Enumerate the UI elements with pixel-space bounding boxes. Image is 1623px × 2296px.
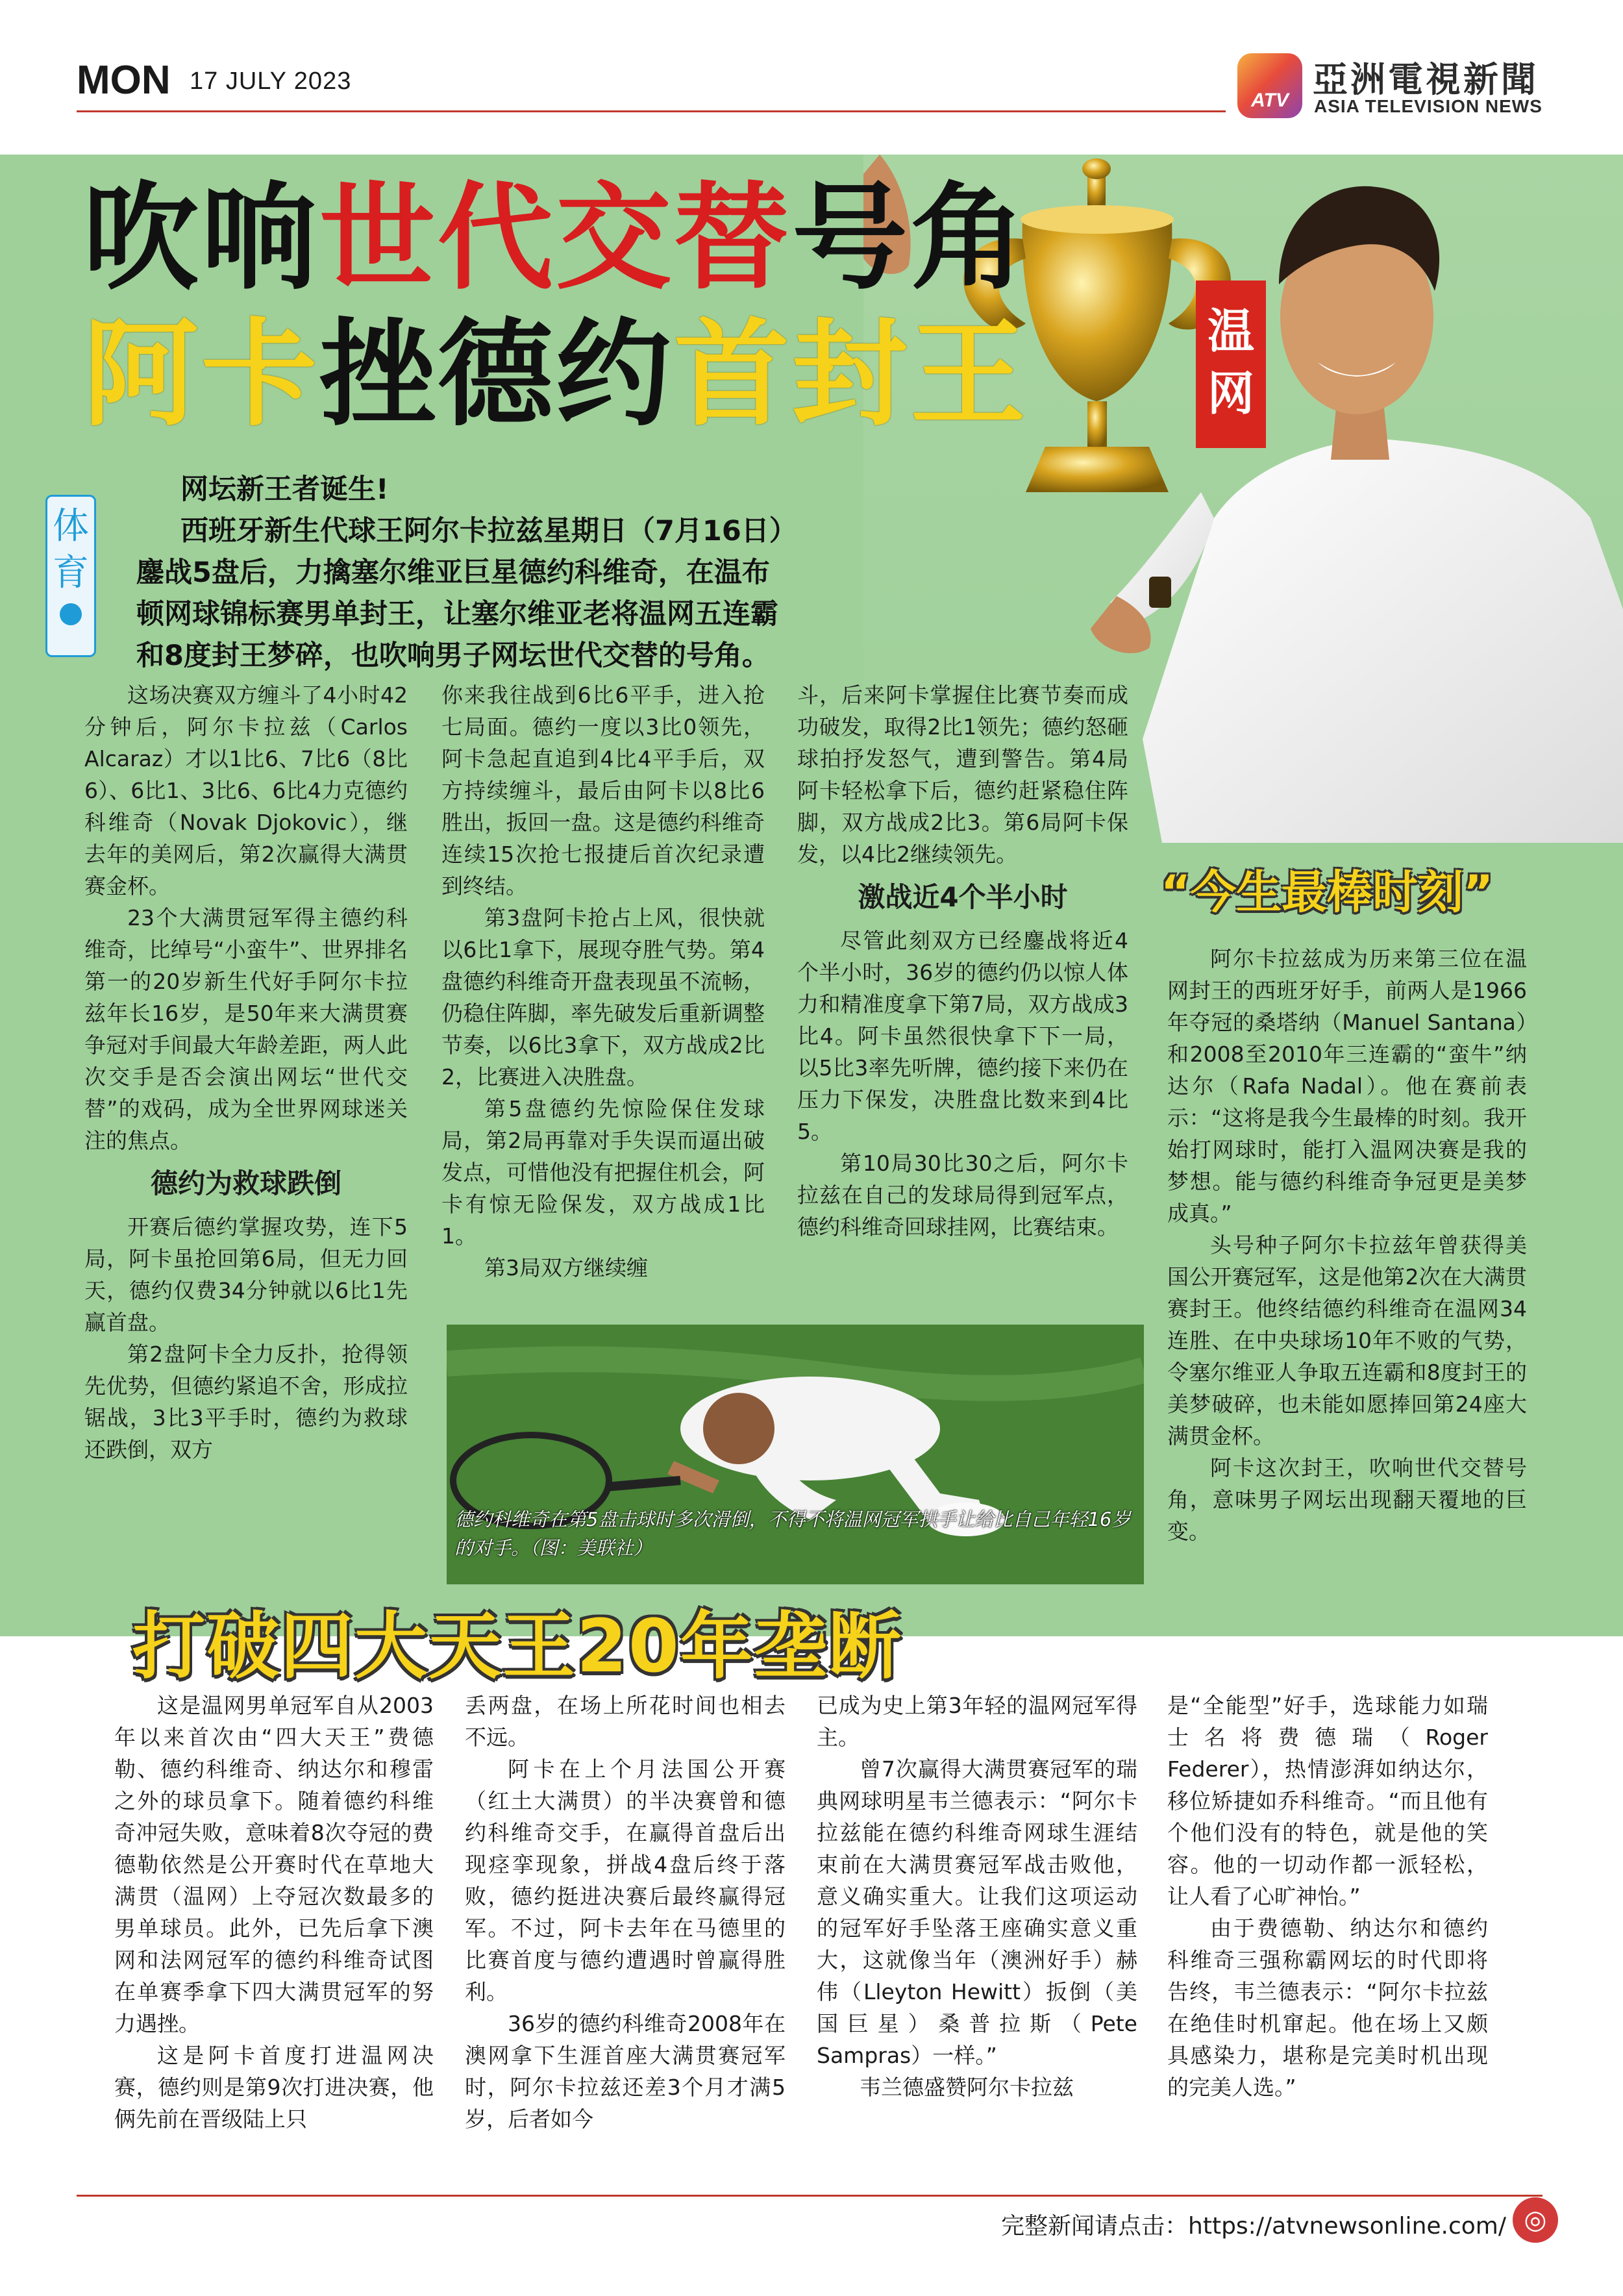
col2-paragraph-3: 第5盘德约先惊险保住发球局，第2局再靠对手失误而逼出破发点，可惜他没有把握住机会，阿卡有惊无险保发，双方战成1比1。: [441, 1096, 765, 1249]
col2-paragraph-1: 你来我往战到6比6平手，进入抢七局面。德约一度以3比0领先，阿卡急起直追到4比4平手后，双方持续缠斗，最后由阿卡以8比6胜出，扳回一盘。这是德约科维奇连续15次抢七报捷后首次纪录遭到终结。: [441, 682, 765, 899]
wimbledon-tag-char-1: 温: [1207, 304, 1254, 358]
col3-paragraph-1: 斗，后来阿卡掌握住比赛节奏而成功破发，取得2比1领先；德约怒砸球拍抒发怒气，遭到警告。第4局阿卡轻松拿下后，德约赶紧稳住阵脚，双方战成2比3。第6局阿卡保发，以4比2继续领先。: [797, 682, 1128, 867]
wimbledon-tag: [1196, 281, 1266, 448]
col4-paragraph-1: 阿尔卡拉兹成为历来第三位在温网封王的西班牙好手，前两人是1966年夺冠的桑塔纳（Manuel Santana）和2008至2010年三连霸的“蛮牛”纳达尔（Rafa Nadal）。他在赛前表示：“这将是我今生最棒的时刻。我开始打网球时，能打入温网决赛是我的梦想。能与德约科维奇争冠更是美梦成真。”: [1167, 946, 1527, 1226]
bottom-col2-paragraph-1: 丢两盘，在场上所花时间也相去不远。: [465, 1693, 786, 1750]
bottom-column-3: [817, 1690, 1137, 2103]
col1-paragraph-2: 23个大满贯冠军得主德约科维奇，比绰号“小蛮牛”、世界排名第一的20岁新生代好手阿尔卡拉兹年长16岁，是50年来大满贯赛争冠对手间最大年龄差距，两人此次交手是否会演出网坛“世代交替”的戏码，成为全世界网球迷关注的焦点。: [84, 905, 408, 1153]
sports-tag-char-1: 体: [53, 505, 89, 547]
col4-paragraph-3: 阿卡这次封王，吹响世代交替号角，意味男子网坛出现翻天覆地的巨变。: [1167, 1455, 1527, 1544]
bottom-col4-paragraph-2: 由于费德勒、纳达尔和德约科维奇三强称霸网坛的时代即将告终，韦兰德表示：“阿尔卡拉兹在绝佳时机窜起。他在场上又颇具感染力，堪称是完美时机出现的完美人选。”: [1167, 1915, 1488, 2100]
footer-divider: [77, 2195, 1542, 2197]
quote-heading: “今生最棒时刻”: [1161, 866, 1494, 919]
article-column-3: [797, 679, 1128, 1243]
bottom-col1-paragraph-2: 这是阿卡首度打进温网决赛，德约则是第9次打进决赛，他俩先前在晋级陆上只: [114, 2043, 434, 2132]
headline-line-1-part-a: 吹响: [83, 171, 319, 305]
sports-tag-char-2: 育: [53, 552, 89, 594]
lead-line-3: 鏖战5盘后，力擒塞尔维亚巨星德约科维奇，在温布: [136, 556, 770, 589]
col2-paragraph-4: 第3局双方继续缠: [484, 1255, 648, 1280]
runner-icon: [60, 603, 82, 625]
brand-name-chinese: 亞洲電視新聞: [1313, 58, 1539, 100]
col3-subheading: 激战近4个半小时: [858, 881, 1068, 913]
article-column-1: [84, 679, 408, 1466]
wimbledon-tag-char-2: 网: [1207, 366, 1254, 421]
globe-icon: ◎: [1513, 2197, 1558, 2243]
col3-paragraph-2: 尽管此刻双方已经鏖战将近4个半小时，36岁的德约仍以惊人体力和精准度拿下第7局，双方战成3比4。阿卡虽然很快拿下下一局，以5比3率先听牌，德约接下来仍在压力下保发，决胜盘比数来到4比5。: [797, 928, 1128, 1144]
header-divider: [77, 110, 1226, 112]
issue-date: 17 JULY 2023: [190, 68, 352, 95]
photo-caption: 德约科维奇在第5盘击球时多次滑倒，不得不将温网冠军拱手让给比自己年轻16岁的对手。（图：美联社）: [454, 1508, 1131, 1559]
col1-paragraph-4: 第2盘阿卡全力反扑，抢得领先优势，但德约紧追不舍，形成拉锯战，3比3平手时，德约为救球还跌倒，双方: [84, 1341, 408, 1462]
col4-paragraph-2: 头号种子阿尔卡拉兹年曾获得美国公开赛冠军，这是他第2次在大满贯赛封王。他终结德约科维奇在温网34连胜、在中央球场10年不败的气势，令塞尔维亚人争取五连霸和8度封王的美梦破碎，也未能如愿捧回第24座大满贯金杯。: [1167, 1232, 1527, 1449]
bottom-col4-paragraph-1: 是“全能型”好手，选球能力如瑞士名将费德瑞（Roger Federer），热情澎湃如纳达尔，移位矫捷如乔科维奇。“而且他有个他们没有的特色，就是他的笑容。他的一切动作都一派轻松，让人看了心旷神怡。”: [1167, 1693, 1488, 1909]
bottom-column-4: [1167, 1690, 1488, 2103]
col3-paragraph-3: 第10局30比30之后，阿尔卡拉兹在自己的发球局得到冠军点，德约科维奇回球挂网，比赛结束。: [797, 1151, 1128, 1240]
bottom-column-2: [465, 1690, 786, 2135]
col1-paragraph-1: 这场决赛双方缠斗了4小时42分钟后，阿尔卡拉兹（Carlos Alcaraz）才以1比6、7比6（8比6）、6比1、3比6、6比4力克德约科维奇（Novak Djokovic），继去年的美网后，第2次赢得大满贯赛金杯。: [84, 682, 408, 899]
headline-line-2-part-c: 首封王: [674, 307, 1028, 442]
bottom-col3-paragraph-1: 已成为史上第3年轻的温网冠军得主。: [817, 1693, 1137, 1750]
article-column-4: [1167, 943, 1527, 1547]
logo-badge-text: ATV: [1251, 90, 1289, 111]
col1-paragraph-3: 开赛后德约掌握攻势，连下5局，阿卡虽抢回第6局，但无力回天，德约仅费34分钟就以6比1先赢首盘。: [84, 1214, 408, 1335]
col2-paragraph-2: 第3盘阿卡抢占上风，很快就以6比1拿下，展现夺胜气势。第4盘德约科维奇开盘表现虽不流畅，仍稳住阵脚，率先破发后重新调整节奏，以6比3拿下，双方战成2比2，比赛进入决胜盘。: [441, 905, 765, 1090]
headline-line-1: [83, 171, 1028, 305]
headline-line-1-part-c: 号角: [792, 171, 1028, 305]
bottom-col1-paragraph-1: 这是温网男单冠军自从2003年以来首次由“四大天王”费德勒、德约科维奇、纳达尔和穆雷之外的球员拿下。随着德约科维奇冲冠失败，意味着8次夺冠的费德勒依然是公开赛时代在草地大满贯（温网）上夺冠次数最多的男单球员。此外，已先后拿下澳网和法网冠军的德约科维奇试图在单赛季拿下四大满贯冠军的努力遇挫。: [114, 1693, 434, 2036]
bottom-column-1: [114, 1690, 434, 2135]
col1-subheading: 德约为救球跌倒: [150, 1167, 341, 1199]
sports-section-tag: [45, 495, 96, 657]
footer-link[interactable]: 完整新闻请点击：https://atvnewsonline.com/: [1001, 2213, 1506, 2240]
weekday: MON: [77, 58, 171, 103]
bottom-col2-paragraph-3: 36岁的德约科维奇2008年在澳网拿下生涯首座大满贯赛冠军时，阿尔卡拉兹还差3个月才满5岁，后者如今: [465, 2011, 786, 2132]
headline-line-1-part-b: 世代交替: [319, 171, 792, 305]
bottom-col3-paragraph-2: 曾7次赢得大满贯赛冠军的瑞典网球明星韦兰德表示：“阿尔卡拉兹能在德约科维奇网球生涯结束前在大满贯赛冠军战击败他，意义确实重大。让我们这项运动的冠军好手坠落王座确实意义重大，这就像当年（澳洲好手）赫伟（Lleyton Hewitt）扳倒（美国巨星）桑普拉斯（Pete Sampras）一样。”: [817, 1756, 1137, 2068]
headline-line-2: [83, 307, 1028, 442]
bottom-col3-paragraph-3: 韦兰德盛赞阿尔卡拉兹: [860, 2075, 1074, 2100]
lead-line-2: 西班牙新生代球王阿尔卡拉兹星期日（7月16日）: [180, 515, 797, 547]
headline-line-2-part-a: 阿卡: [83, 307, 319, 442]
lead-line-4: 顿网球锦标赛男单封王，让塞尔维亚老将温网五连霸: [136, 598, 778, 630]
article-column-2: [441, 679, 765, 1284]
atv-logo-icon: [1237, 53, 1302, 118]
bottom-heading: 打破四大天王20年垄断: [132, 1604, 902, 1689]
brand-name-english: ASIA TELEVISION NEWS: [1314, 96, 1542, 116]
bottom-col2-paragraph-2: 阿卡在上个月法国公开赛（红土大满贯）的半决赛曾和德约科维奇交手，在赢得首盘后出现痉挛现象，拼战4盘后终于落败，德约挺进决赛后最终赢得冠军。不过，阿卡去年在马德里的比赛首度与德约遭遇时曾赢得胜利。: [465, 1756, 786, 2004]
lead-line-5: 和8度封王梦碎，也吹响男子网坛世代交替的号角。: [136, 640, 770, 672]
headline-line-2-part-b: 挫德约: [319, 307, 674, 442]
lead-line-1: 网坛新王者诞生!: [180, 473, 389, 506]
